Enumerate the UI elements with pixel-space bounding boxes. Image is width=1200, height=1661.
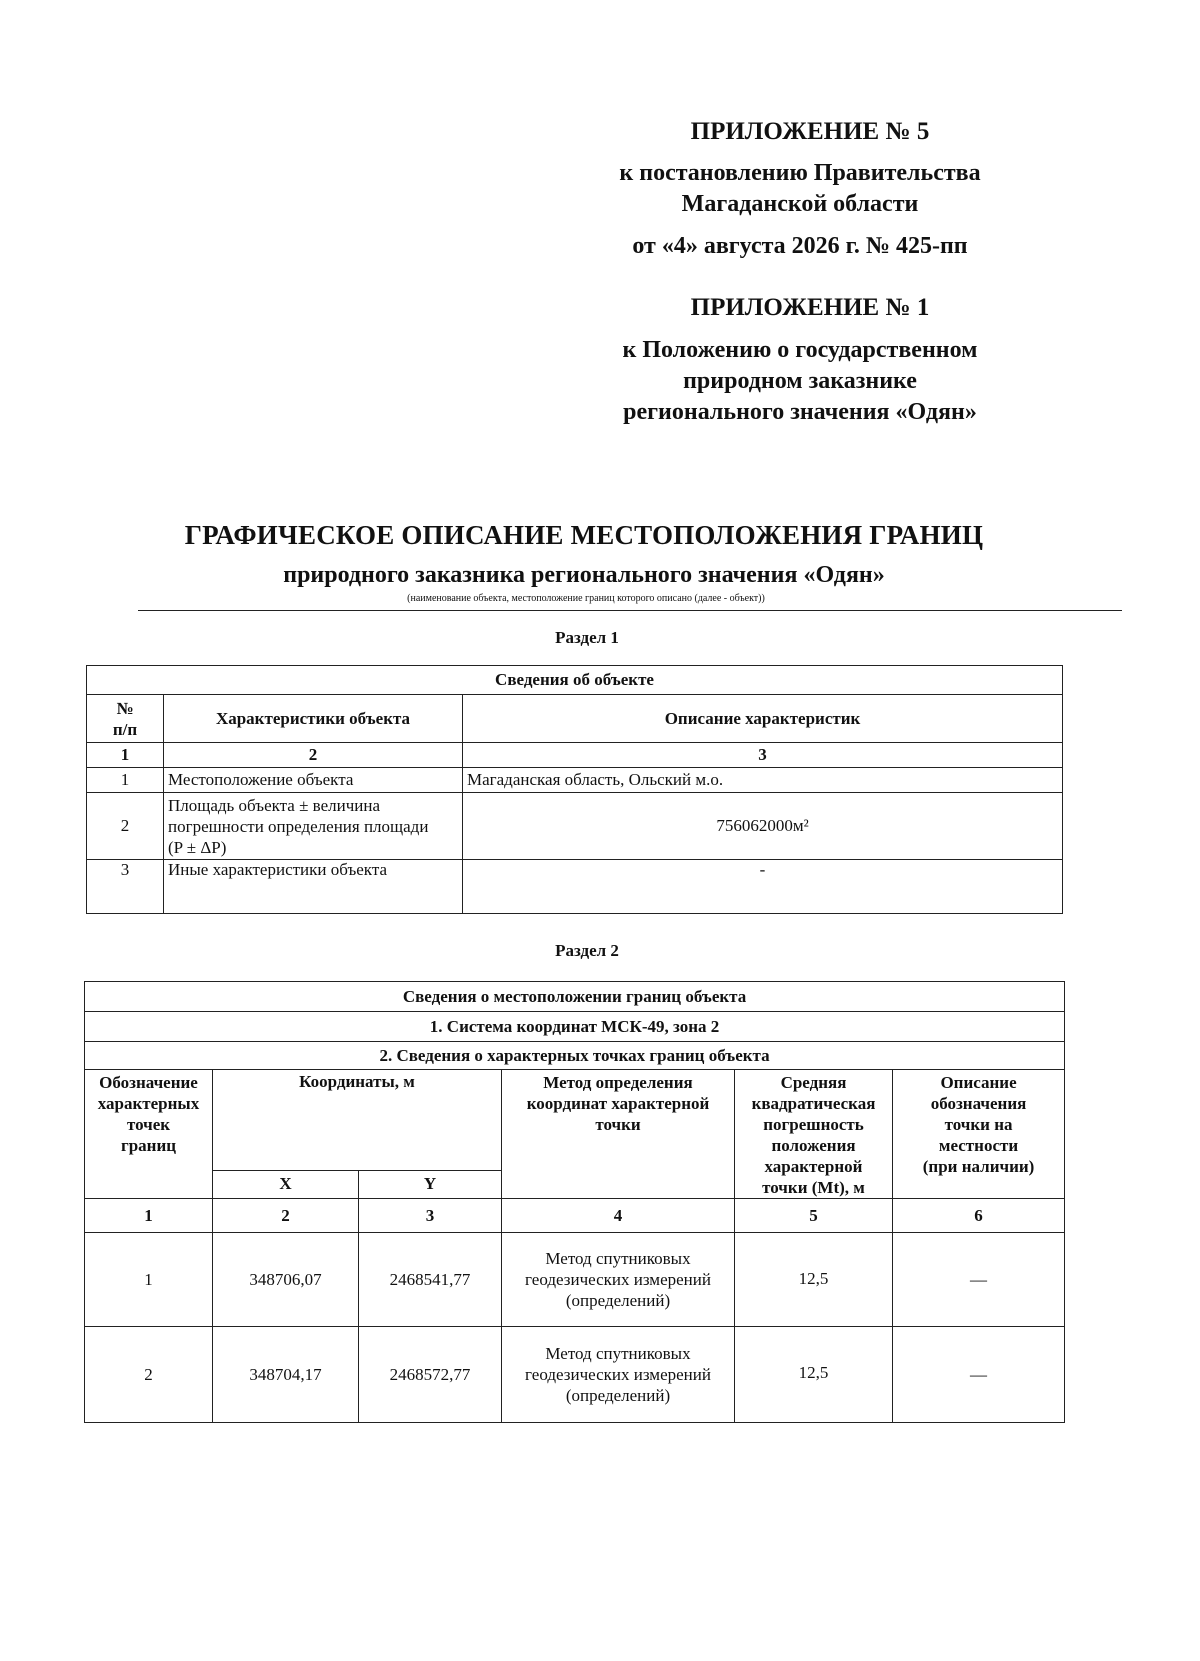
- col-number: 2: [213, 1199, 359, 1233]
- row-num: 3: [87, 860, 164, 914]
- col-number: 4: [502, 1199, 735, 1233]
- points-subtitle: 2. Сведения о характерных точках границ объекта: [85, 1042, 1065, 1070]
- header-line: положения: [771, 1136, 856, 1155]
- header-line: характерных: [97, 1094, 200, 1113]
- object-info-table: [86, 665, 1063, 914]
- row-value: 756062000м²: [463, 793, 1063, 860]
- appendix1-line3: регионального значения «Одян»: [623, 399, 977, 425]
- row-num: 2: [87, 793, 164, 860]
- method-line: (определений): [565, 1291, 671, 1310]
- row-name: [164, 793, 463, 860]
- header-num: [87, 695, 164, 743]
- table-row: [87, 793, 1063, 860]
- header-description: Описание характеристик: [463, 695, 1063, 743]
- section1-title: Раздел 1: [555, 628, 619, 647]
- header-line: характерной: [764, 1157, 863, 1176]
- appendix5-title: ПРИЛОЖЕНИЕ № 5: [690, 118, 930, 145]
- row-name-line2: погрешности определения площади: [168, 816, 429, 836]
- point-description: —: [893, 1233, 1065, 1327]
- header-characteristics: Характеристики объекта: [164, 695, 463, 743]
- row-value: Магаданская область, Ольский м.о.: [463, 768, 1063, 793]
- col-number: 2: [164, 743, 463, 768]
- row-value: -: [463, 860, 1063, 914]
- method-line: (определений): [565, 1386, 671, 1405]
- col-number: 3: [359, 1199, 502, 1233]
- table-row: [85, 1327, 1065, 1423]
- header-line: Метод определения: [543, 1073, 693, 1092]
- header-line: погрешность: [763, 1115, 864, 1134]
- row-name-line3: (P ± ΔP): [168, 837, 227, 857]
- header-line: Средняя: [780, 1073, 847, 1092]
- coordinate-system: 1. Система координат МСК-49, зона 2: [85, 1012, 1065, 1042]
- appendix1-title: ПРИЛОЖЕНИЕ № 1: [690, 294, 930, 321]
- point-description: —: [893, 1327, 1065, 1423]
- col-number: 1: [87, 743, 164, 768]
- header-num-line1: №: [116, 698, 134, 718]
- table-row: [87, 860, 1063, 914]
- header-line: точки (Mt), м: [762, 1178, 865, 1197]
- header-line: Описание: [940, 1073, 1017, 1092]
- header-line: точки: [595, 1115, 641, 1134]
- coord-x: 348704,17: [213, 1327, 359, 1423]
- coord-y: 2468541,77: [359, 1233, 502, 1327]
- section2-title: Раздел 2: [555, 941, 619, 960]
- header-line: точки на: [944, 1115, 1013, 1134]
- document-title: ГРАФИЧЕСКОЕ ОПИСАНИЕ МЕСТОПОЛОЖЕНИЯ ГРАНИЦ: [184, 520, 984, 550]
- method-line: геодезических измерений: [525, 1365, 711, 1384]
- header-line: (при наличии): [922, 1157, 1035, 1176]
- col-number: 6: [893, 1199, 1065, 1233]
- title-underline: [138, 610, 1122, 611]
- method: [502, 1327, 735, 1423]
- method: [502, 1233, 735, 1327]
- col-number: 3: [463, 743, 1063, 768]
- mean-square-error: 12,5: [735, 1233, 893, 1327]
- method-line: Метод спутниковых: [545, 1344, 691, 1363]
- header-num-line2: п/п: [112, 719, 138, 739]
- header-line: точек: [126, 1115, 171, 1134]
- row-name: Местоположение объекта: [164, 768, 463, 793]
- header-coordinates: Координаты, м: [213, 1070, 502, 1171]
- mean-square-error: 12,5: [735, 1327, 893, 1423]
- object-caption: (наименование объекта, местоположение границ которого описано (далее - объект)): [407, 593, 765, 604]
- header-y: Y: [359, 1170, 502, 1198]
- row-name-line1: Площадь объекта ± величина: [168, 795, 381, 815]
- appendix1-line2: природном заказнике: [683, 368, 917, 394]
- header-line: границ: [120, 1136, 177, 1155]
- header-line: квадратическая: [751, 1094, 876, 1113]
- appendix5-line2: Магаданской области: [681, 191, 919, 217]
- point-number: 2: [85, 1327, 213, 1423]
- header-method: [502, 1070, 735, 1199]
- header-line: Обозначение: [99, 1073, 198, 1092]
- document-subtitle: природного заказника регионального значения «Одян»: [283, 562, 885, 588]
- col-number: 1: [85, 1199, 213, 1233]
- header-point-description: [893, 1070, 1065, 1199]
- method-line: геодезических измерений: [525, 1270, 711, 1289]
- coord-x: 348706,07: [213, 1233, 359, 1327]
- object-info-table-title: Сведения об объекте: [87, 666, 1063, 695]
- appendix1-line1: к Положению о государственном: [622, 337, 978, 363]
- appendix5-line1: к постановлению Правительства: [619, 160, 981, 186]
- table-row: [87, 768, 1063, 793]
- boundary-points-table: [84, 981, 1065, 1423]
- header-line: местности: [938, 1136, 1019, 1155]
- point-number: 1: [85, 1233, 213, 1327]
- row-num: 1: [87, 768, 164, 793]
- header-point-designation: [85, 1070, 213, 1199]
- header-mean-square-error: [735, 1070, 893, 1199]
- table-row: [85, 1233, 1065, 1327]
- header-line: обозначения: [930, 1094, 1027, 1113]
- row-name: Иные характеристики объекта: [164, 860, 463, 914]
- appendix5-line3: от «4» августа 2026 г. № 425-пп: [632, 233, 968, 259]
- col-number: 5: [735, 1199, 893, 1233]
- boundary-table-title: Сведения о местоположении границ объекта: [85, 982, 1065, 1012]
- header-line: координат характерной: [526, 1094, 710, 1113]
- coord-y: 2468572,77: [359, 1327, 502, 1423]
- header-x: X: [213, 1170, 359, 1198]
- method-line: Метод спутниковых: [545, 1249, 691, 1268]
